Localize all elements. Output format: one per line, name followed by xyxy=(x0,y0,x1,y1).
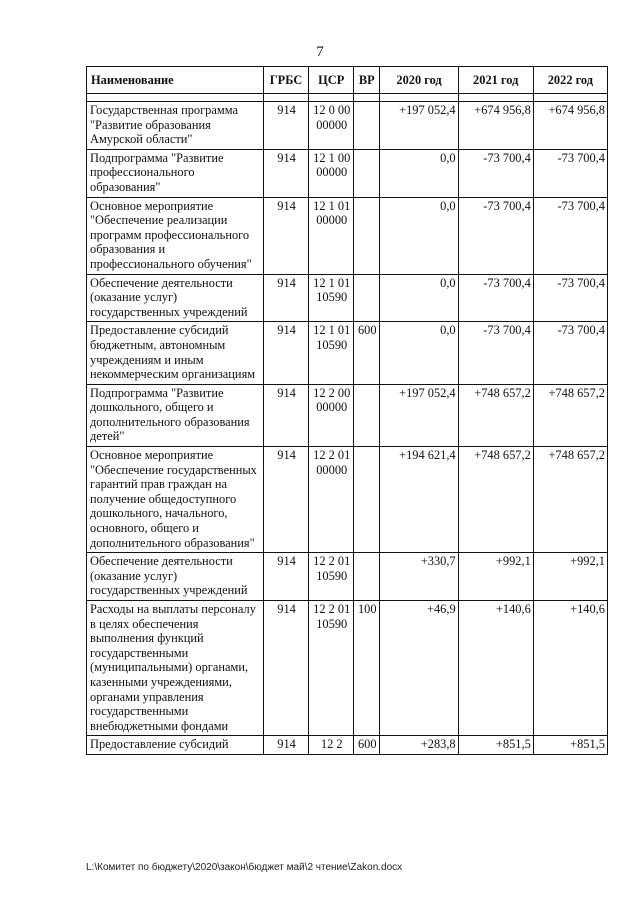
row-2020: 0,0 xyxy=(380,149,458,197)
row-2021: +992,1 xyxy=(458,553,533,601)
row-vr: 600 xyxy=(354,736,380,755)
table-row xyxy=(87,197,608,274)
row-csr: 12 1 00 00000 xyxy=(309,149,354,197)
row-grbs: 914 xyxy=(263,553,309,601)
row-2022: -73 700,4 xyxy=(533,197,607,274)
row-2021: +748 657,2 xyxy=(458,384,533,446)
row-2021: +674 956,8 xyxy=(458,102,533,150)
row-2020: +46,9 xyxy=(380,601,458,736)
row-2022: +992,1 xyxy=(533,553,607,601)
row-2020: +283,8 xyxy=(380,736,458,755)
header-csr: ЦСР xyxy=(309,67,354,94)
header-2021: 2021 год xyxy=(458,67,533,94)
row-2022: +140,6 xyxy=(533,601,607,736)
row-2020: +197 052,4 xyxy=(380,102,458,150)
row-vr xyxy=(354,197,380,274)
row-grbs: 914 xyxy=(263,601,309,736)
row-2022: -73 700,4 xyxy=(533,149,607,197)
row-2022: +851,5 xyxy=(533,736,607,755)
header-spacer-row xyxy=(87,94,608,102)
row-2021: -73 700,4 xyxy=(458,322,533,384)
row-2022: +748 657,2 xyxy=(533,447,607,553)
row-name: Государственная программа "Развитие образования Амурской области" xyxy=(87,102,264,150)
row-name: Основное мероприятие "Обеспечение государственных гарантий прав граждан на получение общедоступного дошкольного, начального, основного, общего и дополнительного образования" xyxy=(87,447,264,553)
row-vr xyxy=(354,102,380,150)
row-csr: 12 2 xyxy=(309,736,354,755)
header-name: Наименование xyxy=(87,67,264,94)
row-csr: 12 2 01 10590 xyxy=(309,601,354,736)
footer-file-path: L:\Комитет по бюджету\2020\закон\бюджет май\2 чтение\Zakon.docx xyxy=(86,862,403,873)
table-row xyxy=(87,274,608,322)
row-grbs: 914 xyxy=(263,384,309,446)
budget-table xyxy=(86,66,608,755)
row-2022: -73 700,4 xyxy=(533,322,607,384)
row-vr xyxy=(354,384,380,446)
header-2022: 2022 год xyxy=(533,67,607,94)
row-2022: +748 657,2 xyxy=(533,384,607,446)
row-2020: +194 621,4 xyxy=(380,447,458,553)
header-vr: ВР xyxy=(354,67,380,94)
row-csr: 12 1 01 00000 xyxy=(309,197,354,274)
row-grbs: 914 xyxy=(263,447,309,553)
row-2020: +330,7 xyxy=(380,553,458,601)
row-2020: 0,0 xyxy=(380,197,458,274)
row-grbs: 914 xyxy=(263,197,309,274)
table-row xyxy=(87,601,608,736)
row-grbs: 914 xyxy=(263,102,309,150)
row-csr: 12 2 01 00000 xyxy=(309,447,354,553)
row-2021: -73 700,4 xyxy=(458,197,533,274)
row-csr: 12 1 01 10590 xyxy=(309,322,354,384)
row-csr: 12 1 01 10590 xyxy=(309,274,354,322)
row-2020: 0,0 xyxy=(380,274,458,322)
row-name: Обеспечение деятельности (оказание услуг) государственных учреждений xyxy=(87,274,264,322)
row-csr: 12 2 01 10590 xyxy=(309,553,354,601)
row-name: Предоставление субсидий бюджетным, автономным учреждениям и иным некоммерческим организациям xyxy=(87,322,264,384)
row-2020: 0,0 xyxy=(380,322,458,384)
row-2021: +140,6 xyxy=(458,601,533,736)
row-2020: +197 052,4 xyxy=(380,384,458,446)
row-name: Обеспечение деятельности (оказание услуг) государственных учреждений xyxy=(87,553,264,601)
table-row xyxy=(87,736,608,755)
row-name: Подпрограмма "Развитие дошкольного, общего и дополнительного образования детей" xyxy=(87,384,264,446)
row-csr: 12 0 00 00000 xyxy=(309,102,354,150)
row-vr xyxy=(354,447,380,553)
row-grbs: 914 xyxy=(263,274,309,322)
row-grbs: 914 xyxy=(263,322,309,384)
table-header-row xyxy=(87,67,608,94)
row-grbs: 914 xyxy=(263,736,309,755)
table-row xyxy=(87,553,608,601)
header-grbs: ГРБС xyxy=(263,67,309,94)
row-name: Расходы на выплаты персоналу в целях обеспечения выполнения функций государственными (муниципальными) органами, казенными учреждениями, органами управления государственными внебюджетными фондами xyxy=(87,601,264,736)
row-vr: 100 xyxy=(354,601,380,736)
row-vr xyxy=(354,274,380,322)
row-2021: +851,5 xyxy=(458,736,533,755)
table-row xyxy=(87,447,608,553)
row-vr: 600 xyxy=(354,322,380,384)
row-csr: 12 2 00 00000 xyxy=(309,384,354,446)
table-row xyxy=(87,322,608,384)
page-number: 7 xyxy=(316,44,324,60)
row-2021: -73 700,4 xyxy=(458,274,533,322)
row-2022: +674 956,8 xyxy=(533,102,607,150)
row-2022: -73 700,4 xyxy=(533,274,607,322)
row-2021: -73 700,4 xyxy=(458,149,533,197)
row-2021: +748 657,2 xyxy=(458,447,533,553)
row-vr xyxy=(354,553,380,601)
table-row xyxy=(87,149,608,197)
row-grbs: 914 xyxy=(263,149,309,197)
row-vr xyxy=(354,149,380,197)
table-row xyxy=(87,102,608,150)
row-name: Предоставление субсидий xyxy=(87,736,264,755)
row-name: Подпрограмма "Развитие профессионального образования" xyxy=(87,149,264,197)
table-row xyxy=(87,384,608,446)
row-name: Основное мероприятие "Обеспечение реализации программ профессионального образования и профессионального обучения" xyxy=(87,197,264,274)
header-2020: 2020 год xyxy=(380,67,458,94)
